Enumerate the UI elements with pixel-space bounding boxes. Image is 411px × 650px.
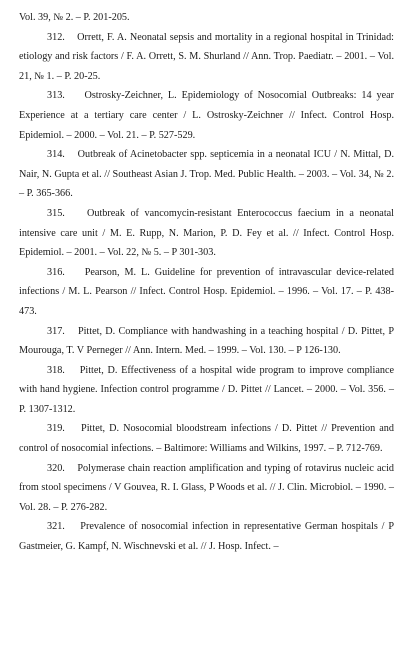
reference-entry [19, 361, 394, 420]
reference-entry [19, 145, 394, 204]
reference-entry [19, 86, 394, 145]
reference-entry [19, 204, 394, 263]
reference-text: Orrett, F. A. Neonatal sepsis and mortality in a regional hospital in Trinidad: etiology and risk factors / F. A. Orrett, S. M. Shurland // Ann. Trop. Paediatr. – 2001. – Vol. 21, № 1. – P. 20-25. [19, 31, 395, 82]
reference-entry [19, 322, 394, 361]
reference-number: 312. [47, 31, 65, 43]
reference-text: Outbreak of vancomycin-resistant Enterococcus faecium in a neonatal intensive care unit / M. E. Rupp, N. Marion, P. D. Fey et al. // Infect. Control Hosp. Epidemiol. – 2001. – Vol. 22, № 5. – P 301-303. [19, 207, 394, 259]
reference-entry [19, 517, 394, 556]
reference-text: Pittet, D. Compliance with handwashing in a teaching hospital / D. Pittet, P Mourouga, T. V Perneger // Ann. Intern. Med. – 1999. – Vol. 130. – P 126-130. [19, 325, 394, 357]
reference-number: 321. [47, 521, 65, 533]
reference-number: 316. [47, 266, 65, 278]
reference-text: Outbreak of Acinetobacter spp. septicemia in a neonatal ICU / N. Mittal, D. Nair, N. Gupta et al. // Southeast Asian J. Trop. Med. Public Health. – 2003. – Vol. 34, № 2. – P. 365-366. [19, 149, 394, 200]
reference-number: 318. [47, 364, 65, 376]
reference-text: Polymerase chain reaction amplification and typing of rotavirus nucleic acid from stool specimens / V Gouvea, R. I. Glass, P Woods et al. // J. Clin. Microbiol. – 1990. – Vol. 28. – P. 276-282. [19, 462, 394, 513]
reference-entry [19, 263, 394, 322]
continuation-line: Vol. 39, № 2. – P. 201-205. [19, 12, 130, 23]
reference-number: 320. [47, 462, 65, 474]
reference-number: 315. [47, 207, 65, 219]
reference-number: 319. [47, 423, 65, 435]
reference-number: 317. [47, 325, 65, 337]
reference-entry [19, 419, 394, 458]
reference-text: Ostrosky-Zeichner, L. Epidemiology of Nosocomial Outbreaks: 14 year Experience at a tertiary care center / L. Ostrosky-Zeichner // Infect. Control Hosp. Epidemiol. – 2000. – Vol. 21. – P. 527-529. [19, 90, 395, 141]
reference-text: Prevalence of nosocomial infection in representative German hospitals / P Gastmeier, G. Kampf, N. Wischnevski et al. // J. Hosp. Infect. – [19, 521, 395, 553]
reference-entry [19, 459, 394, 518]
reference-number: 314. [47, 149, 65, 161]
reference-text: Pittet, D. Effectiveness of a hospital wide program to improve compliance with hand hygiene. Infection control programme / D. Pittet // Lancet. – 2000. – Vol. 356. – P. 1307-1312. [19, 364, 394, 415]
reference-text: Pearson, M. L. Guideline for prevention of intravascular device-related infections / M. L. Pearson // Infect. Control Hosp. Epidemiol. – 1996. – Vol. 17. – P. 438-473. [19, 266, 395, 317]
reference-number: 313. [47, 90, 65, 102]
reference-entry [19, 28, 394, 87]
reference-text: Pittet, D. Nosocomial bloodstream infections / D. Pittet // Prevention and control of nosocomial infections. – Baltimore: Williams and Wilkins, 1997. – P. 712-769. [19, 423, 394, 455]
